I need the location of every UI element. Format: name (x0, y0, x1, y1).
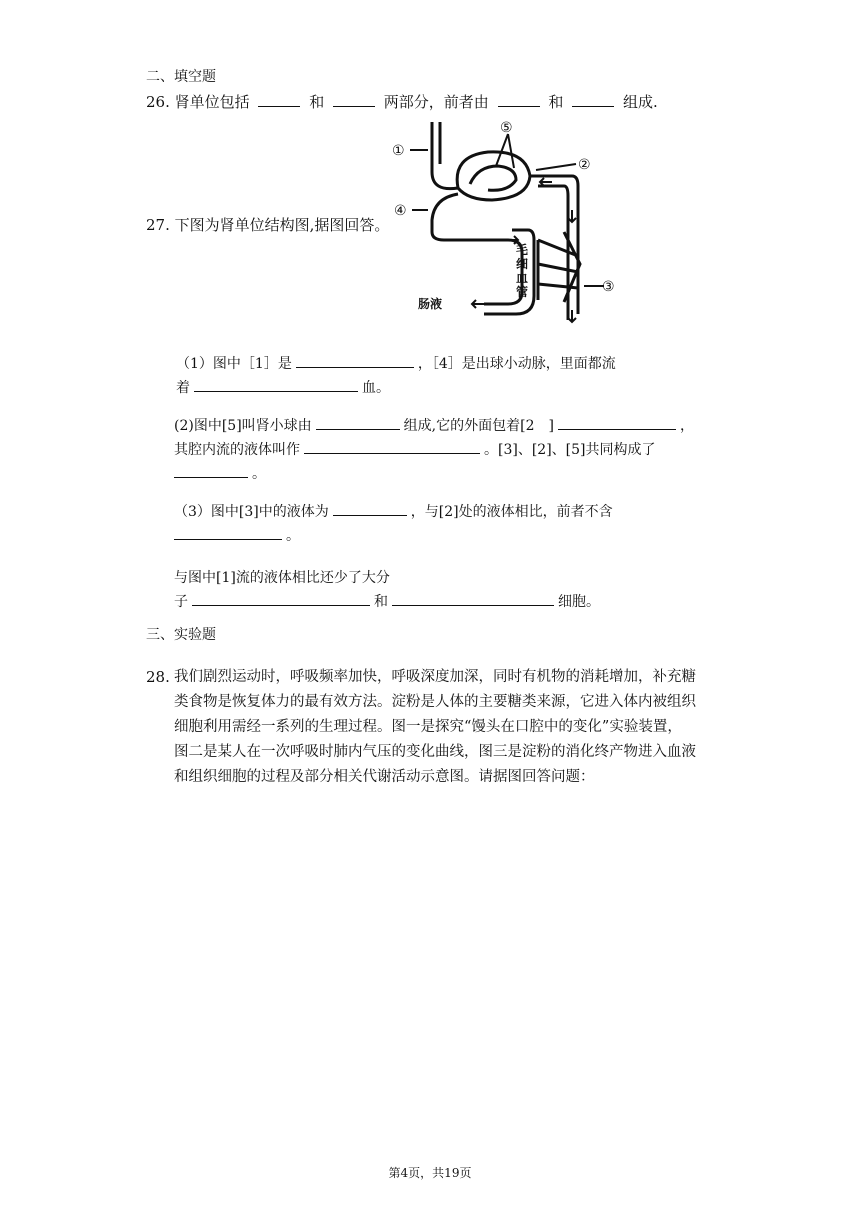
q27-p2-f: 。[3]、[2]、[5]共同构成了 (484, 442, 656, 458)
q26-text-4: 和 (548, 93, 564, 111)
q27-p2-c: ] (548, 418, 554, 434)
q27-p3-c: 。 (286, 528, 300, 544)
q27-p1-a: （1）图中［1］是 (176, 356, 292, 372)
q27-p4-b: 子 (174, 594, 188, 610)
q27-part-2 (174, 414, 719, 486)
afferent-vessel (432, 122, 458, 189)
glomerular-capsule (457, 152, 530, 200)
question-27-stem (146, 216, 389, 234)
q27-p2-b: 组成,它的外面包着[2 (403, 418, 535, 434)
capillary-char-2: 细 (516, 257, 529, 271)
q28-line-2: 类食物是恢复体力的最有效方法。淀粉是人体的主要糖类来源，它进入体内被组织 (174, 694, 696, 710)
q27-p3-blank-2[interactable] (174, 526, 282, 540)
q27-p1-b: ，［4］是出球小动脉，里面都流 (417, 356, 616, 372)
q27-p2-d: ， (679, 418, 694, 434)
section-title-fill-in: 二、填空题 (146, 69, 216, 85)
q27-p2-e: 其腔内流的液体叫作 (174, 442, 300, 458)
q26-blank-1[interactable] (258, 92, 300, 107)
q27-p4-blank-2[interactable] (392, 592, 554, 606)
q28-line-3: 细胞利用需经一系列的生理过程。图一是探究“馒头在口腔中的变化”实验装置， (174, 719, 682, 735)
q27-p2-g: 。 (252, 466, 266, 482)
q28-line-1: 我们剧烈运动时，呼吸频率加快，呼吸深度加深，同时有机物的消耗增加，补充糖 (174, 669, 696, 685)
capillary-char-1: 毛 (516, 243, 529, 257)
nephron-diagram (388, 114, 624, 330)
q28-number: 28. (146, 668, 170, 686)
q27-p3-b: ，与[2]处的液体相比，前者不含 (410, 504, 613, 520)
q27-p2-blank-3[interactable] (304, 440, 480, 454)
label-3: ③ (602, 279, 615, 295)
label-2: ② (578, 157, 591, 173)
q28-line-4: 图二是某人在一次呼吸时肺内气压的变化曲线，图三是淀粉的消化终产物进入血液 (174, 744, 696, 760)
q27-p2-blank-4[interactable] (174, 464, 248, 478)
capillary-char-4: 管 (516, 285, 529, 299)
q26-text-1: 肾单位包括 (174, 93, 250, 111)
q27-part-1 (176, 352, 721, 400)
q27-stem-text: 下图为肾单位结构图,据图回答。 (174, 216, 390, 234)
q27-p1-blank-2[interactable] (194, 378, 358, 392)
q27-p1-blank-1[interactable] (296, 354, 414, 368)
q27-p2-a: (2)图中[5]叫肾小球由 (174, 418, 312, 434)
q27-p3-blank-1[interactable] (333, 502, 407, 516)
capillary-char-3: 血 (516, 271, 529, 285)
q26-text-5: 组成. (622, 93, 658, 111)
q27-p2-blank-2[interactable] (558, 416, 676, 430)
urine-label: 肠液 (418, 297, 443, 311)
q27-p1-d: 血。 (362, 380, 390, 396)
q26-blank-2[interactable] (333, 92, 375, 107)
q27-part-4 (174, 566, 719, 614)
q26-text-2: 和 (309, 93, 325, 111)
q26-blank-4[interactable] (572, 92, 614, 107)
section-title-experiment: 三、实验题 (146, 627, 216, 643)
label-5: ⑤ (500, 120, 513, 136)
q26-number: 26. (146, 93, 170, 111)
q27-p4-a: 与图中[1]流的液体相比还少了大分 (174, 570, 390, 586)
label-4: ④ (394, 203, 407, 219)
q28-line-5: 和组织细胞的过程及部分相关代谢活动示意图。请据图回答问题： (174, 769, 595, 785)
page-footer: 第4页，共19页 (388, 1166, 472, 1180)
q27-p1-c: 着 (176, 380, 190, 396)
q27-p4-c: 和 (374, 594, 388, 610)
q27-p3-a: （3）图中[3]中的液体为 (174, 504, 329, 520)
q27-number: 27. (146, 216, 170, 234)
q26-text-3: 两部分，前者由 (383, 93, 489, 111)
q27-p2-blank-1[interactable] (316, 416, 400, 430)
q27-p4-blank-1[interactable] (192, 592, 370, 606)
q27-part-3 (174, 500, 719, 548)
question-28 (174, 665, 734, 790)
q27-p4-d: 细胞。 (558, 594, 600, 610)
q26-blank-3[interactable] (498, 92, 540, 107)
label-1: ① (392, 143, 405, 159)
question-26 (146, 92, 658, 111)
